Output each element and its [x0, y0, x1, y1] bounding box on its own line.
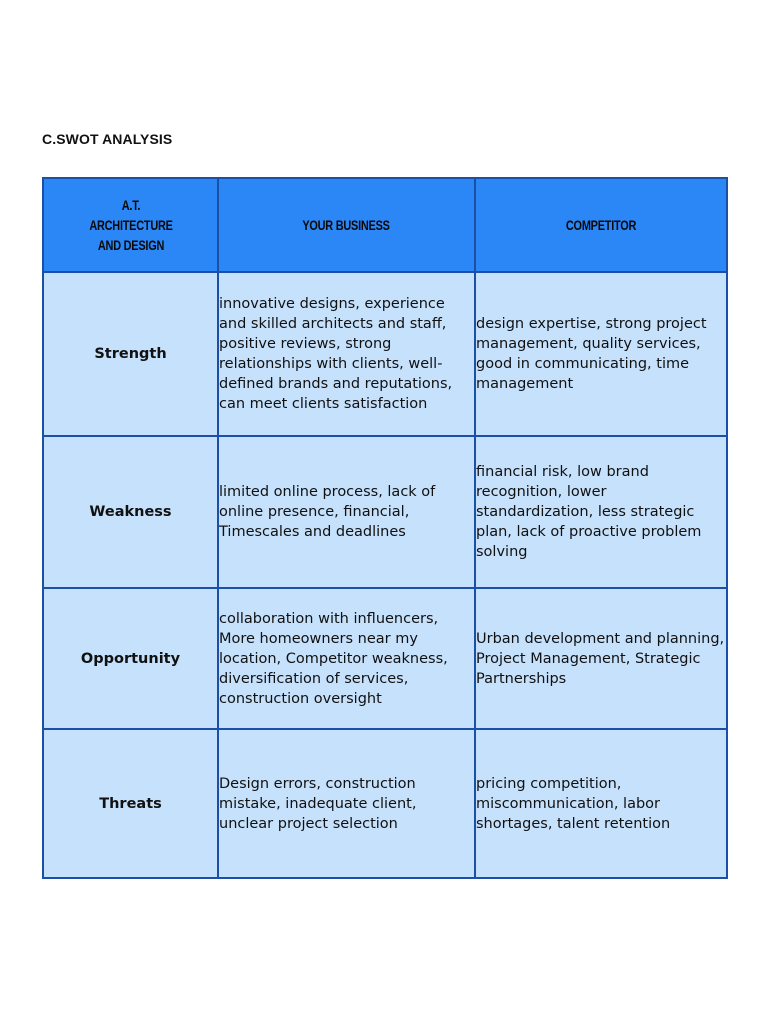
- header-competitor-label: COMPETITOR: [565, 217, 637, 233]
- cell-text: Urban development and planning, Project Management, Strategic Partnerships: [476, 630, 725, 687]
- table-header-row: [43, 178, 727, 272]
- cell-text: collaboration with influencers, More homeowners near my location, Competitor weakness, diversification of services, construction oversight: [219, 610, 448, 707]
- table-row-strength: [43, 272, 727, 436]
- document-title: C.SWOT ANALYSIS: [42, 131, 173, 147]
- cell-text: financial risk, low brand recognition, lower standardization, less strategic plan, lack of proactive problem solving: [476, 464, 702, 560]
- competitor-weakness: [475, 436, 727, 588]
- competitor-threats: [475, 729, 727, 878]
- row-label-opportunity: Opportunity: [43, 588, 218, 729]
- table-row-opportunity: [43, 588, 727, 729]
- your-business-weakness: [218, 436, 475, 588]
- row-label-strength: Strength: [43, 272, 218, 436]
- competitor-opportunity: [475, 588, 727, 729]
- header-your-business-label: YOUR BUSINESS: [302, 217, 391, 233]
- cell-text: Design errors, construction mistake, inadequate client, unclear project selection: [219, 775, 417, 832]
- cell-text: design expertise, strong project management, quality services, good in communicating, time management: [476, 316, 707, 392]
- cell-text: innovative designs, experience and skilled architects and staff, positive reviews, strong relationships with clients, well-defined brands and reputations, can meet clients satisfaction: [219, 296, 453, 412]
- row-label-weakness: Weakness: [43, 436, 218, 588]
- swot-table: [42, 177, 728, 879]
- table-row-threats: [43, 729, 727, 878]
- cell-text: pricing competition, miscommunication, labor shortages, talent retention: [476, 775, 671, 832]
- header-company: [43, 178, 218, 272]
- row-label-threats: Threats: [43, 729, 218, 878]
- competitor-strength: [475, 272, 727, 436]
- cell-text: limited online process, lack of online presence, financial, Timescales and deadlines: [219, 484, 436, 540]
- header-competitor: [475, 178, 727, 272]
- your-business-opportunity: [218, 588, 475, 729]
- your-business-threats: [218, 729, 475, 878]
- your-business-strength: [218, 272, 475, 436]
- header-your-business: [218, 178, 475, 272]
- header-company-label: A.T. ARCHITECTURE AND DESIGN: [88, 197, 173, 253]
- table-row-weakness: [43, 436, 727, 588]
